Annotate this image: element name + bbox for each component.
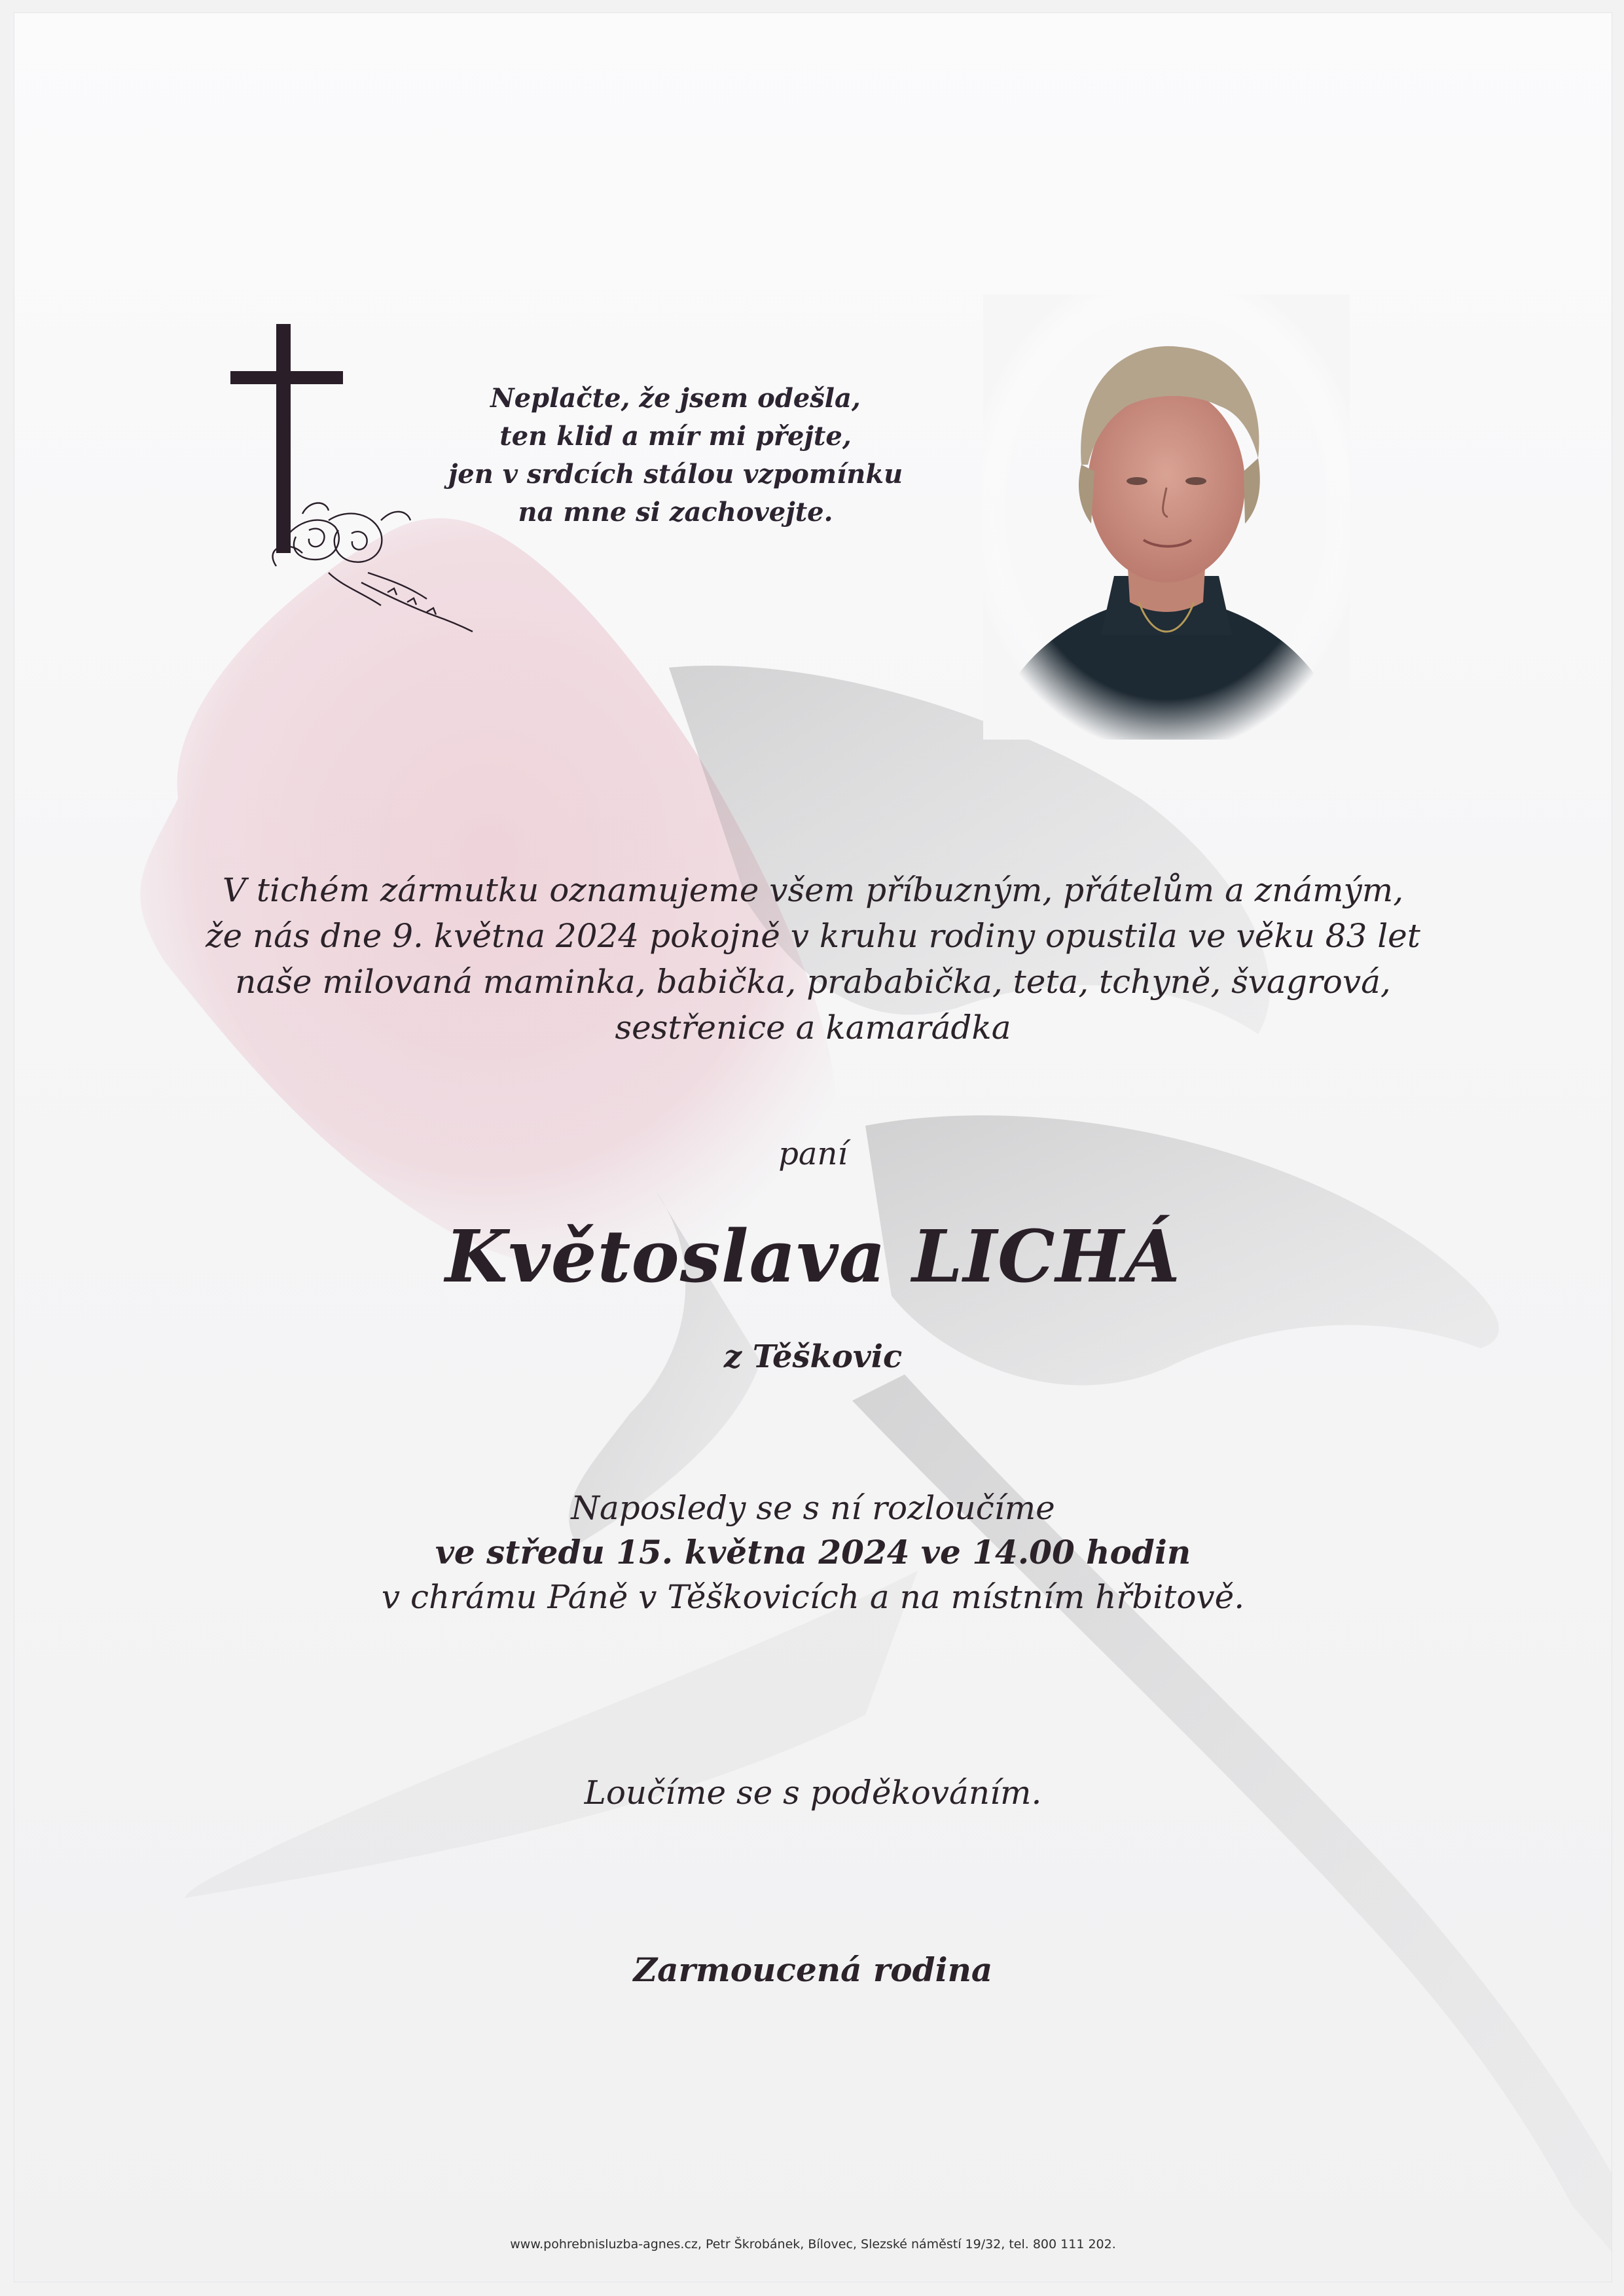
announcement-line: naše milovaná maminka, babička, prababička, teta, tchyně, švagrová, [235,963,1391,1001]
verse-line: jen v srdcích stálou vzpomínku [448,459,903,490]
verse-line: ten klid a mír mi přejte, [499,421,852,452]
thanks-line: Loučíme se s poděkováním. [584,1774,1042,1812]
signature: Zarmoucená rodina [633,1950,993,1989]
obituary-sheet [14,13,1612,2282]
funeral-date-time: ve středu 15. května 2024 ve 14.00 hodin [435,1533,1191,1571]
funeral-service-footer: www.pohrebnisluzba-agnes.cz, Petr Škrobánek, Bílovec, Slezské náměstí 19/32, tel. 800 111 202. [510,2237,1116,2251]
funeral-location: v chrámu Páně v Těškovicích a na místním hřbitově. [381,1578,1245,1616]
farewell-line: Naposledy se s ní rozloučíme [571,1489,1055,1527]
portrait-photo [983,295,1350,740]
verse [420,380,931,531]
origin: z Těškovic [723,1338,903,1375]
honorific: paní [778,1136,848,1172]
announcement-line: V tichém zármutku oznamujeme všem příbuzným, přátelům a známým, [222,871,1404,909]
announcement-line: sestřenice a kamarádka [615,1009,1011,1047]
announcement [14,867,1612,1050]
verse-line: na mne si zachovejte. [518,497,833,528]
verse-line: Neplačte, že jsem odešla, [490,383,861,414]
funeral-details [14,1486,1612,1619]
announcement-line: že nás dne 9. května 2024 pokojně v kruhu rodiny opustila ve věku 83 let [206,917,1420,955]
deceased-name: Květoslava LICHÁ [445,1214,1181,1299]
